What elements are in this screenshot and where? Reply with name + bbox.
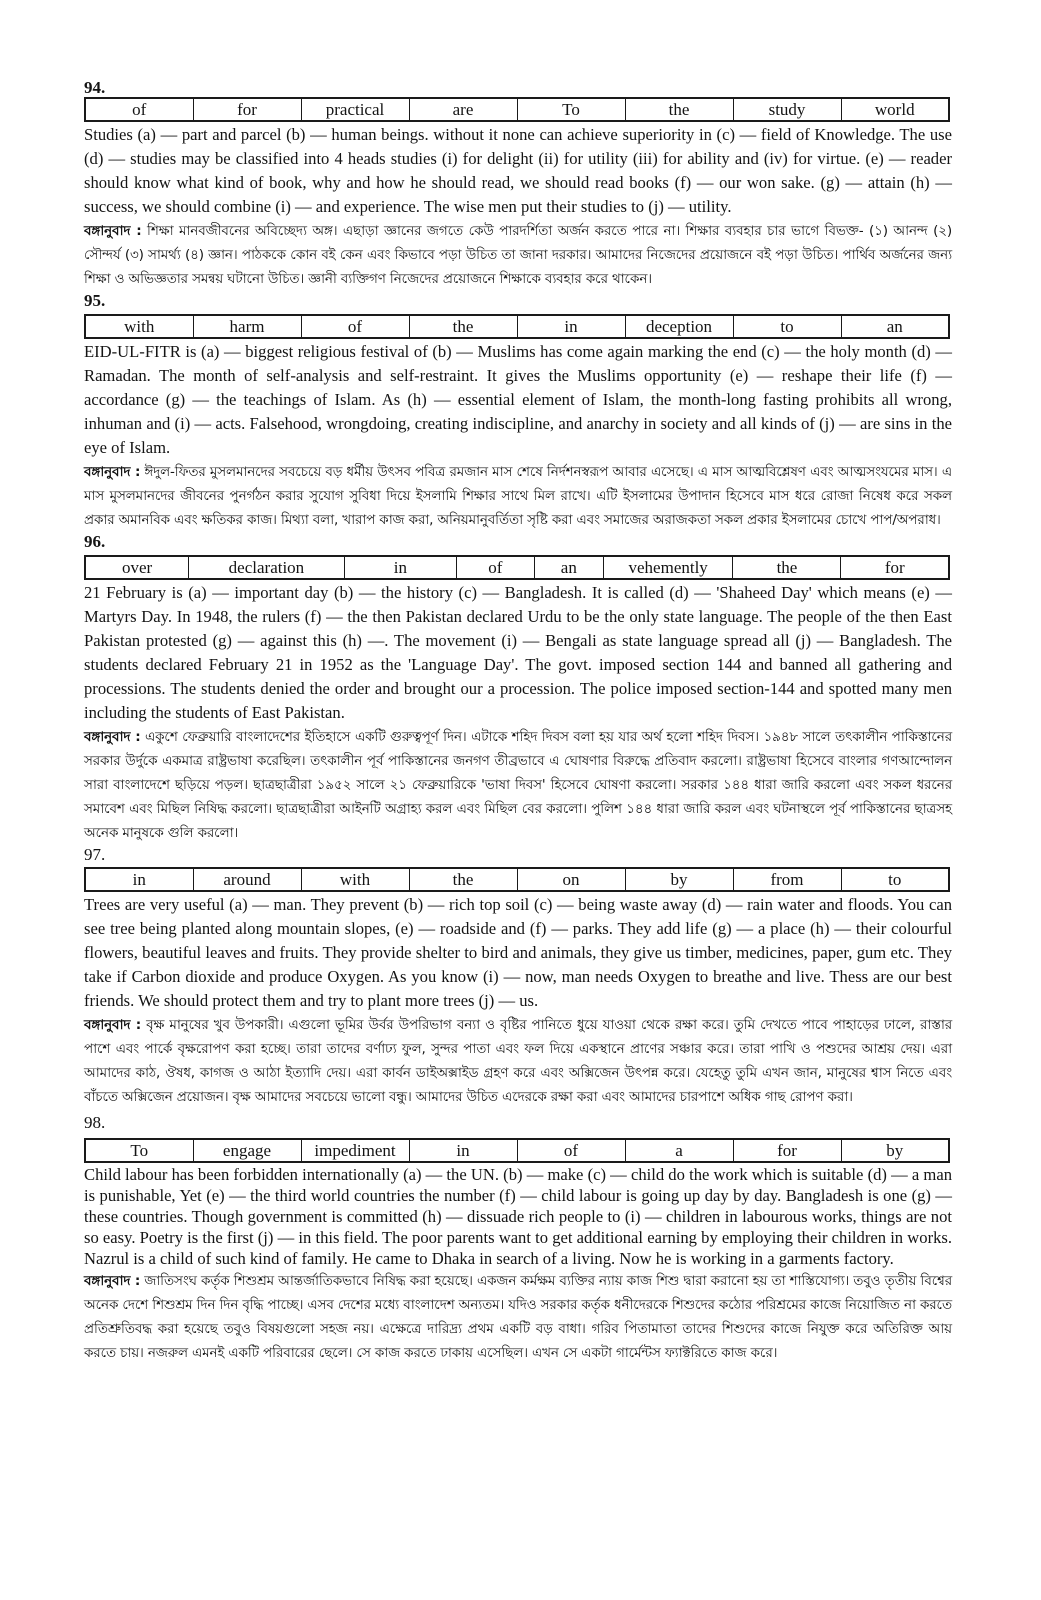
translation-text: ঈদুল-ফিতর মুসলমানদের সবচেয়ে বড় ধর্মীয় উৎসব পবিত্র রমজান মাস শেষে নির্দশনস্বরূপ আবার এসেছে। এ মাস আত্মবিশ্লেষণ এবং আত্মসংযমের মাস। এ মাস মুসলমানদের জীবনের পুনর্গঠন করার সুযোগ সুবিধা দিয়ে ইসলামি শিক্ষার সাথে মিল রাখে। এটি ইসলামের উপাদান হিসেবে মাস ধরে রোজা নিষেধ করে সকল প্রকার অমানবিক এবং ক্ষতিকর কাজ। মিথ্যা বলা, খারাপ কাজ করা, অনিয়মানুবর্তিতা সৃষ্টি করা এবং সমাজের অরাজকতা সকল প্রকার ইসলামের চোখে পাপ/অপরাধ।: [84, 464, 953, 528]
bangla-translation: [84, 725, 952, 845]
word-box-table: [84, 867, 950, 892]
word-cell: from: [733, 868, 841, 891]
word-cell: in: [132, 870, 146, 889]
question-number: 94.: [84, 78, 106, 97]
question-98: [84, 1113, 952, 1365]
word-box-row: [85, 1139, 949, 1162]
word-cell: the: [625, 98, 733, 121]
word-cell: by: [841, 1139, 949, 1162]
word-cell: of: [132, 100, 147, 119]
word-cell: in: [409, 1139, 517, 1162]
word-cell: on: [517, 868, 625, 891]
word-cell: by: [625, 868, 733, 891]
word-box-table: [84, 555, 950, 580]
word-cell: deception: [625, 315, 733, 338]
bangla-translation: [84, 219, 952, 291]
word-cell: To: [517, 98, 625, 121]
question-95: [84, 291, 952, 532]
word-cell: are: [409, 98, 517, 121]
word-cell: an: [534, 556, 603, 579]
translation-label: বঙ্গানুবাদ :: [84, 464, 141, 480]
word-cell: of: [457, 556, 535, 579]
translation-text: শিক্ষা মানবজীবনের অবিচ্ছেদ্য অঙ্গ। এছাড়া জ্ঞানের জগতে কেউ পারদর্শিতা অর্জন করতে পারে না। শিক্ষার ব্যবহার চার ভাগে বিভক্ত- (১) আনন্দ (২) সৌন্দর্য (৩) সামর্থ্য (৪) জ্ঞান। পাঠককে কোন বই কেন এবং কিভাবে পড়া উচিত তা জানা দরকার। আমাদের নিজেদের প্রয়োজনে বই পড়া উচিত। পার্থিব অর্জনের জন্য শিক্ষা ও অভিজ্ঞতার সমন্বয় ঘটানো উচিত। জ্ঞানী ব্যক্তিগণ নিজেদের প্রয়োজনে শিক্ষাকে ব্যবহার করে থাকেন।: [84, 223, 952, 287]
word-cell: in: [517, 315, 625, 338]
bangla-translation: [84, 1269, 952, 1365]
word-cell: with: [301, 868, 409, 891]
question-number: 98.: [84, 1113, 106, 1132]
translation-text: বৃক্ষ মানুষের খুব উপকারী। এগুলো ভূমির উর্বর উপরিভাগ বন্যা ও বৃষ্টির পানিতে ধুয়ে যাওয়া থেকে রক্ষা করে। তুমি দেখতে পাবে পাহাড়ের ঢালে, রাস্তার পাশে এবং পার্কে বৃক্ষরোপণ করা হচ্ছে। তারা তাদের বর্ণাঢ্য ফুল, সুন্দর পাতা এবং ফল দিয়ে একস্থানে প্রাণের সঞ্চার করে। তারা পাখি ও পশুদের আশ্রয় দেয়। এরা আমাদের কাঠ, ঔষধ, কাগজ ও আঠা ইত্যাদি দেয়। এরা কার্বন ডাইঅক্সাইড গ্রহণ করে এবং অক্সিজেন উৎপন্ন করে। যেহেতু তুমি এখন জান, মানুষের শ্বাস নিতে এবং বাঁচতে অক্সিজেন প্রয়োজন। বৃক্ষ আমাদের সবচেয়ে ভালো বন্ধু। আমাদের উচিত এদেরকে রক্ষা করা এবং আমাদের চারপাশে অধিক গাছ রোপণ করা।: [84, 1017, 952, 1105]
word-cell: with: [124, 317, 155, 336]
word-cell: an: [841, 315, 949, 338]
english-passage: Studies (a) — part and parcel (b) — human beings. without it none can achieve superiority in (c) — field of Knowledge. The use (d) — studies may be classified into 4 heads studies (i) for delight (ii) for utility (iii) for ability and (iv) for virtue. (e) — reader should know what kind of book, why and how he should read, we should read books (f) — our won sake. (g) — attain (h) — success, we should combine (i) — and experience. The wise men put their studies to (j) — utility.: [84, 125, 952, 216]
word-cell: the: [409, 868, 517, 891]
bangla-translation: [84, 460, 952, 532]
word-cell: for: [733, 1139, 841, 1162]
question-number: 96.: [84, 532, 106, 551]
translation-label: বঙ্গানুবাদ :: [84, 1273, 141, 1289]
word-box-table: [84, 314, 950, 339]
word-box-row: [85, 98, 949, 121]
word-cell: study: [733, 98, 841, 121]
question-97: [84, 845, 952, 1109]
word-cell: vehemently: [603, 556, 733, 579]
question-94: [84, 78, 952, 291]
question-number: 95.: [84, 291, 106, 310]
word-cell: declaration: [189, 556, 345, 579]
word-cell: for: [841, 556, 949, 579]
translation-text: জাতিসংঘ কর্তৃক শিশুশ্রম আন্তর্জাতিকভাবে নিষিদ্ধ করা হয়েছে। একজন কর্মক্ষম ব্যক্তির ন্যায় কাজ শিশু দ্বারা করানো হয় তা শাস্তিযোগ্য। তবুও তৃতীয় বিশ্বের অনেক দেশে শিশুশ্রম দিন দিন বৃদ্ধি পাচ্ছে। এসব দেশের মধ্যে বাংলাদেশ অন্যতম। যদিও সরকার কর্তৃক ধনীদেরকে শিশুদের কঠোর পরিশ্রমের কাজে নিয়োজিত না করতে প্রতিশ্রুতিবদ্ধ করা হয়েছে তবুও বিষয়গুলো সহজ নয়। এক্ষেত্রে দারিদ্র্য প্রথম একটি বড় বাধা। গরিব পিতামাতা তাদের শিশুদের কাজে নিযুক্ত করে অতিরিক্ত আয় করতে চায়। নজরুল এমনই একটি পরিবারের ছেলে। সে কাজ করতে ঢাকায় এসেছিল। এখন সে একটা গার্মেন্টস ফ্যাক্টরিতে কাজ করে।: [84, 1273, 952, 1361]
question-number: 97.: [84, 845, 106, 864]
word-cell: over: [121, 558, 153, 577]
word-cell: for: [193, 98, 301, 121]
translation-text: একুশে ফেব্রুয়ারি বাংলাদেশের ইতিহাসে একটি গুরুত্বপূর্ণ দিন। এটাকে শহিদ দিবস বলা হয় যার অর্থ হলো শহিদ দিবস। ১৯৪৮ সালে তৎকালীন পাকিস্তানের সরকার উর্দুকে একমাত্র রাষ্ট্রভাষা করেছিল। তৎকালীন পূর্ব পাকিস্তানের জনগণ তীব্রভাবে এ ঘোষণার বিরুদ্ধে প্রতিবাদ করলো। রাষ্ট্রভাষা হিসেবে বাংলার গণআন্দোলন সারা বাংলাদেশে ছড়িয়ে পড়ল। ছাত্রছাত্রীরা ১৯৫২ সালে ২১ ফেব্রুয়ারিকে 'ভাষা দিবস' হিসেবে ঘোষণা করলো। সরকার ১৪৪ ধারা জারি করলো এবং সকল ধরনের সমাবেশ এবং মিছিল নিষিদ্ধ করলো। ছাত্রছাত্রীরা আইনটি অগ্রাহ্য করল এবং মিছিল বের করলো। পুলিশ ১৪৪ ধারা জারি করল এবং ঘটনাস্থলে পূর্ব পাকিস্তানের ছাত্রসহ অনেক মানুষকে গুলি করলো।: [84, 729, 952, 841]
word-cell: engage: [193, 1139, 301, 1162]
translation-label: বঙ্গানুবাদ :: [84, 729, 141, 745]
word-cell: practical: [301, 98, 409, 121]
translation-label: বঙ্গানুবাদ :: [84, 1017, 142, 1033]
textbook-page: [84, 78, 952, 1365]
word-cell: around: [193, 868, 301, 891]
word-box-row: [85, 868, 949, 891]
english-passage: 21 February is (a) — important day (b) — the history (c) — Bangladesh. It is called (d) — 'Shaheed Day' which means (e) — Martyrs Day. In 1948, the rulers (f) — the then Pakistan declared Urdu to be the only state language. The people of the then East Pakistan protested (g) — against this (h) —. The movement (i) — Bengali as state language spread all (j) — Bangladesh. The students declared February 21 in 1952 as the 'Language Day'. The govt. imposed section 144 and banned all gathering and processions. The students denied the order and brought our a procession. The police imposed section-144 and spotted many men including the students of East Pakistan.: [84, 583, 952, 722]
word-cell: To: [130, 1141, 149, 1160]
english-passage: Child labour has been forbidden internationally (a) — the UN. (b) — make (c) — child do the work which is suitable (d) — a man is punishable, Yet (e) — the third world countries the number (f) — child labour is going up day by day. Bangladesh is one (g) — these countries. Though government is committed (h) — dissuade rich people to (i) — children in labourous works, things are not so easy. Poetry is the first (j) — in this field. The poor parents want to get additional earning by employing their children in works. Nazrul is a child of such kind of family. He came to Dhaka in search of a living. Now he is working in a garments factory.: [84, 1165, 952, 1268]
word-cell: the: [409, 315, 517, 338]
word-cell: to: [733, 315, 841, 338]
word-box-table: [84, 97, 950, 122]
english-passage: EID-UL-FITR is (a) — biggest religious festival of (b) — Muslims has come again marking the end (c) — the holy month (d) — Ramadan. The month of self-analysis and self-restraint. It gives the Muslims opportunity (e) — reshape their life (f) — accordance (g) — the teachings of Islam. As (h) — essential element of Islam, the month-long fasting prohibits all wrong, inhuman and (i) — acts. Falsehood, wrongdoing, creating indiscipline, and anarchy in society and all kinds of (j) — are sins in the eye of Islam.: [84, 342, 952, 457]
word-cell: in: [344, 556, 456, 579]
question-96: [84, 532, 952, 845]
word-cell: harm: [193, 315, 301, 338]
word-box-table: [84, 1138, 950, 1163]
translation-label: বঙ্গানুবাদ :: [84, 223, 142, 239]
word-box-row: [85, 315, 949, 338]
word-cell: a: [625, 1139, 733, 1162]
word-cell: of: [517, 1139, 625, 1162]
word-cell: world: [841, 98, 949, 121]
word-cell: of: [301, 315, 409, 338]
word-cell: to: [841, 868, 949, 891]
bangla-translation: [84, 1013, 952, 1109]
word-box-row: [85, 556, 949, 579]
word-cell: the: [733, 556, 841, 579]
word-cell: impediment: [301, 1139, 409, 1162]
english-passage: Trees are very useful (a) — man. They prevent (b) — rich top soil (c) — being waste away (d) — rain water and floods. You can see tree being planted along mountain slopes, (e) — roadside and (f) — parks. They add life (g) — a place (h) — their colourful flowers, beautiful leaves and fruits. They provide shelter to bird and animals, they give us timber, medicines, paper, gum etc. They take if Carbon dioxide and produce Oxygen. As you know (i) — now, man needs Oxygen to breathe and live. Thess are our best friends. We should protect them and try to plant more trees (j) — us.: [84, 895, 952, 1010]
